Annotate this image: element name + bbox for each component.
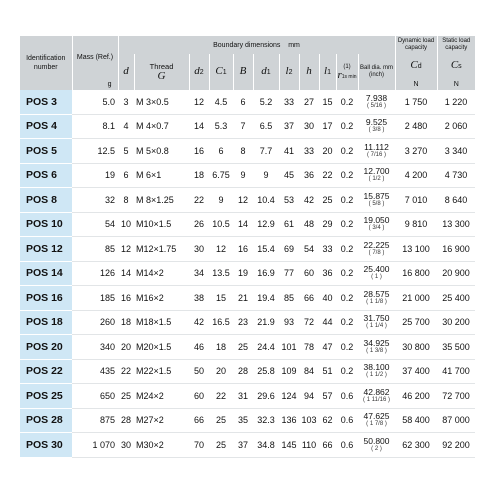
mass-value: 650 — [72, 384, 118, 409]
thread-value: M27×2 — [134, 408, 189, 433]
dynamic-load-value: 4 200 — [395, 163, 437, 188]
thread-value: M10×1.5 — [134, 212, 189, 237]
thread-value: M16×2 — [134, 286, 189, 311]
l2-value: 33 — [279, 90, 299, 114]
d2-value: 12 — [189, 90, 209, 114]
d2-value: 42 — [189, 310, 209, 335]
ball-dia-value — [358, 359, 395, 384]
ball-dia-inch: ( 2 ) — [371, 445, 382, 452]
d1-value: 21.9 — [253, 310, 279, 335]
l2-value: 101 — [279, 335, 299, 360]
header-thread: Thread G — [134, 54, 189, 90]
l1-value: 57 — [319, 384, 336, 409]
identification-number: POS 20 — [20, 335, 72, 360]
ball-dia-value — [358, 188, 395, 213]
static-load-value: 16 900 — [437, 237, 475, 262]
header-cd: Cd — [395, 54, 437, 78]
ball-dia-value — [358, 286, 395, 311]
thread-value: M 8×1.25 — [134, 188, 189, 213]
c1-value: 18 — [209, 335, 233, 360]
d-value: 22 — [118, 359, 134, 384]
h-value: 94 — [299, 384, 319, 409]
d1-value: 16.9 — [253, 261, 279, 286]
mass-value: 435 — [72, 359, 118, 384]
identification-number: POS 5 — [20, 139, 72, 164]
rs-min-value: 0.2 — [336, 212, 358, 237]
mass-value: 260 — [72, 310, 118, 335]
c1-value: 9 — [209, 188, 233, 213]
d-value: 6 — [118, 163, 134, 188]
d-value: 5 — [118, 139, 134, 164]
b-value: 6 — [233, 90, 253, 114]
d2-value: 50 — [189, 359, 209, 384]
l2-value: 109 — [279, 359, 299, 384]
header-h: h — [299, 54, 319, 90]
b-value: 8 — [233, 139, 253, 164]
c1-value: 15 — [209, 286, 233, 311]
l2-value: 93 — [279, 310, 299, 335]
identification-number: POS 10 — [20, 212, 72, 237]
static-load-value: 8 640 — [437, 188, 475, 213]
l2-value: 45 — [279, 163, 299, 188]
table-row — [20, 188, 475, 213]
thread-value: M 5×0.8 — [134, 139, 189, 164]
header-d: d — [118, 54, 134, 90]
ball-dia-value — [358, 114, 395, 139]
l2-value: 41 — [279, 139, 299, 164]
header-rs-min: (1) r1s min — [336, 54, 358, 90]
identification-number: POS 6 — [20, 163, 72, 188]
ball-dia-value — [358, 384, 395, 409]
d1-value: 12.9 — [253, 212, 279, 237]
c1-value: 20 — [209, 359, 233, 384]
c1-value: 6 — [209, 139, 233, 164]
rs-min-value: 0.2 — [336, 286, 358, 311]
ball-dia-mm: 15.875 — [363, 190, 390, 201]
c1-value: 12 — [209, 237, 233, 262]
l1-value: 25 — [319, 188, 336, 213]
table-row — [20, 286, 475, 311]
l2-value: 37 — [279, 114, 299, 139]
rs-min-value: 0.6 — [336, 408, 358, 433]
identification-number: POS 28 — [20, 408, 72, 433]
d1-value: 32.3 — [253, 408, 279, 433]
c1-value: 4.5 — [209, 90, 233, 114]
rs-min-value: 0.2 — [336, 359, 358, 384]
b-value: 19 — [233, 261, 253, 286]
rs-min-value: 0.2 — [336, 90, 358, 114]
l2-value: 85 — [279, 286, 299, 311]
h-value: 103 — [299, 408, 319, 433]
c1-value: 13.5 — [209, 261, 233, 286]
dynamic-load-value: 58 400 — [395, 408, 437, 433]
b-value: 16 — [233, 237, 253, 262]
ball-dia-inch: ( 7/16 ) — [366, 151, 386, 158]
d2-value: 16 — [189, 139, 209, 164]
b-value: 28 — [233, 359, 253, 384]
mass-value: 875 — [72, 408, 118, 433]
header-boundary-dimensions: Boundary dimensions mm — [118, 36, 395, 54]
rs-min-value: 0.2 — [336, 163, 358, 188]
h-value: 33 — [299, 139, 319, 164]
thread-value: M24×2 — [134, 384, 189, 409]
c1-value: 10.5 — [209, 212, 233, 237]
table-row — [20, 433, 475, 458]
ball-dia-mm: 31.750 — [363, 313, 390, 324]
static-load-value: 25 400 — [437, 286, 475, 311]
ball-dia-mm: 22.225 — [363, 239, 390, 250]
mass-value: 19 — [72, 163, 118, 188]
header-ball-dia: Ball dia. mm (inch) — [358, 54, 395, 90]
ball-dia-value — [358, 212, 395, 237]
d1-value: 34.8 — [253, 433, 279, 458]
l2-value: 53 — [279, 188, 299, 213]
thread-value: M12×1.75 — [134, 237, 189, 262]
b-value: 31 — [233, 384, 253, 409]
c1-value: 25 — [209, 408, 233, 433]
ball-dia-inch: ( 1 3/8 ) — [366, 347, 387, 354]
rs-min-value: 0.6 — [336, 384, 358, 409]
thread-value: M18×1.5 — [134, 310, 189, 335]
rs-min-value: 0.2 — [336, 188, 358, 213]
l1-value: 66 — [319, 433, 336, 458]
ball-dia-mm: 7.938 — [365, 92, 388, 103]
c1-value: 6.75 — [209, 163, 233, 188]
dynamic-load-value: 62 300 — [395, 433, 437, 458]
l2-value: 77 — [279, 261, 299, 286]
dynamic-load-value: 30 800 — [395, 335, 437, 360]
table-row — [20, 310, 475, 335]
ball-dia-inch: ( 3/8 ) — [368, 127, 385, 134]
ball-dia-mm: 42.862 — [363, 386, 390, 397]
thread-value: M 4×0.7 — [134, 114, 189, 139]
identification-number: POS 3 — [20, 90, 72, 114]
ball-dia-inch: ( 1 1/8 ) — [366, 298, 387, 305]
header-d2: d2 — [189, 54, 209, 90]
b-value: 14 — [233, 212, 253, 237]
thread-value: M 3×0.5 — [134, 90, 189, 114]
l1-value: 40 — [319, 286, 336, 311]
b-value: 21 — [233, 286, 253, 311]
b-value: 37 — [233, 433, 253, 458]
d2-value: 22 — [189, 188, 209, 213]
table-row — [20, 261, 475, 286]
h-value: 42 — [299, 188, 319, 213]
b-value: 12 — [233, 188, 253, 213]
identification-number: POS 18 — [20, 310, 72, 335]
l1-value: 20 — [319, 139, 336, 164]
rs-min-value: 0.2 — [336, 335, 358, 360]
dynamic-load-value: 21 000 — [395, 286, 437, 311]
l1-value: 44 — [319, 310, 336, 335]
mass-value: 8.1 — [72, 114, 118, 139]
c1-value: 16.5 — [209, 310, 233, 335]
ball-dia-value — [358, 139, 395, 164]
d2-value: 66 — [189, 408, 209, 433]
ball-dia-inch: ( 5/8 ) — [368, 200, 385, 207]
d2-value: 38 — [189, 286, 209, 311]
h-value: 30 — [299, 114, 319, 139]
d1-value: 6.5 — [253, 114, 279, 139]
l1-value: 36 — [319, 261, 336, 286]
table-row — [20, 114, 475, 139]
static-load-value: 2 060 — [437, 114, 475, 139]
d2-value: 26 — [189, 212, 209, 237]
dynamic-load-value: 1 750 — [395, 90, 437, 114]
table-row — [20, 163, 475, 188]
l1-value: 51 — [319, 359, 336, 384]
d-value: 28 — [118, 408, 134, 433]
table-row — [20, 139, 475, 164]
thread-value: M22×1.5 — [134, 359, 189, 384]
b-value: 7 — [233, 114, 253, 139]
dynamic-load-value: 13 100 — [395, 237, 437, 262]
static-load-value: 4 730 — [437, 163, 475, 188]
l1-value: 15 — [319, 90, 336, 114]
rs-min-value: 0.2 — [336, 139, 358, 164]
ball-dia-inch: ( 1 1/4 ) — [366, 323, 387, 330]
d-value: 14 — [118, 261, 134, 286]
ball-dia-value — [358, 163, 395, 188]
thread-value: M30×2 — [134, 433, 189, 458]
rs-min-value: 0.2 — [336, 261, 358, 286]
d1-value: 15.4 — [253, 237, 279, 262]
static-load-value: 92 200 — [437, 433, 475, 458]
dynamic-load-value: 46 200 — [395, 384, 437, 409]
d-value: 18 — [118, 310, 134, 335]
ball-dia-inch: ( 1 11/16 ) — [363, 396, 390, 403]
table-row — [20, 408, 475, 433]
d2-value: 46 — [189, 335, 209, 360]
dynamic-load-value: 37 400 — [395, 359, 437, 384]
ball-dia-inch: ( 1 ) — [371, 274, 382, 281]
d1-value: 5.2 — [253, 90, 279, 114]
ball-dia-mm: 47.625 — [363, 411, 390, 422]
table-row — [20, 237, 475, 262]
d1-value: 10.4 — [253, 188, 279, 213]
thread-value: M14×2 — [134, 261, 189, 286]
h-value: 72 — [299, 310, 319, 335]
ball-dia-mm: 9.525 — [365, 117, 388, 128]
l1-value: 17 — [319, 114, 336, 139]
d2-value: 70 — [189, 433, 209, 458]
static-load-value: 35 500 — [437, 335, 475, 360]
d2-value: 18 — [189, 163, 209, 188]
header-l1: l1 — [319, 54, 336, 90]
d1-value: 9 — [253, 163, 279, 188]
ball-dia-mm: 50.800 — [363, 435, 390, 446]
ball-dia-mm: 28.575 — [363, 288, 390, 299]
d1-value: 7.7 — [253, 139, 279, 164]
table-row — [20, 212, 475, 237]
d-value: 25 — [118, 384, 134, 409]
dynamic-load-value: 9 810 — [395, 212, 437, 237]
dynamic-load-value: 7 010 — [395, 188, 437, 213]
static-load-value: 72 700 — [437, 384, 475, 409]
l2-value: 145 — [279, 433, 299, 458]
header-identification: Identification number — [20, 36, 72, 90]
static-load-value: 87 000 — [437, 408, 475, 433]
ball-dia-value — [358, 90, 395, 114]
rs-min-value: 0.2 — [336, 114, 358, 139]
static-load-value: 13 300 — [437, 212, 475, 237]
identification-number: POS 16 — [20, 286, 72, 311]
dynamic-load-value: 16 800 — [395, 261, 437, 286]
mass-value: 185 — [72, 286, 118, 311]
b-value: 35 — [233, 408, 253, 433]
ball-dia-mm: 11.112 — [364, 141, 389, 152]
table-row — [20, 384, 475, 409]
l2-value: 69 — [279, 237, 299, 262]
d1-value: 25.8 — [253, 359, 279, 384]
ball-dia-inch: ( 1/2 ) — [368, 176, 385, 183]
b-value: 25 — [233, 335, 253, 360]
header-mass-unit: g — [72, 78, 118, 90]
header-l2: l2 — [279, 54, 299, 90]
identification-number: POS 12 — [20, 237, 72, 262]
ball-dia-value — [358, 433, 395, 458]
d-value: 4 — [118, 114, 134, 139]
static-load-value: 30 200 — [437, 310, 475, 335]
identification-number: POS 14 — [20, 261, 72, 286]
rs-min-value: 0.6 — [336, 433, 358, 458]
thread-value: M20×1.5 — [134, 335, 189, 360]
identification-number: POS 25 — [20, 384, 72, 409]
d-value: 8 — [118, 188, 134, 213]
h-value: 54 — [299, 237, 319, 262]
ball-dia-value — [358, 310, 395, 335]
d2-value: 30 — [189, 237, 209, 262]
d-value: 3 — [118, 90, 134, 114]
dynamic-load-value: 3 270 — [395, 139, 437, 164]
ball-dia-inch: ( 1 7/8 ) — [366, 421, 387, 428]
d-value: 10 — [118, 212, 134, 237]
ball-dia-mm: 38.100 — [363, 362, 390, 373]
d2-value: 60 — [189, 384, 209, 409]
header-cs-unit: N — [437, 78, 475, 90]
header-cd-unit: N — [395, 78, 437, 90]
l1-value: 47 — [319, 335, 336, 360]
d-value: 16 — [118, 286, 134, 311]
h-value: 36 — [299, 163, 319, 188]
mass-value: 54 — [72, 212, 118, 237]
mass-value: 85 — [72, 237, 118, 262]
ball-dia-mm: 34.925 — [363, 337, 390, 348]
ball-dia-value — [358, 237, 395, 262]
c1-value: 5.3 — [209, 114, 233, 139]
header-static-load: Static load capacity — [437, 36, 475, 54]
mass-value: 340 — [72, 335, 118, 360]
d2-value: 14 — [189, 114, 209, 139]
table-row — [20, 90, 475, 114]
l2-value: 124 — [279, 384, 299, 409]
header-dynamic-load: Dynamic load capacity — [395, 36, 437, 54]
mass-value: 126 — [72, 261, 118, 286]
identification-number: POS 4 — [20, 114, 72, 139]
ball-dia-inch: ( 5/16 ) — [366, 102, 386, 109]
ball-dia-value — [358, 335, 395, 360]
ball-dia-inch: ( 7/8 ) — [368, 249, 385, 256]
h-value: 110 — [299, 433, 319, 458]
dynamic-load-value: 25 700 — [395, 310, 437, 335]
ball-dia-value — [358, 408, 395, 433]
d-value: 12 — [118, 237, 134, 262]
b-value: 23 — [233, 310, 253, 335]
mass-value: 32 — [72, 188, 118, 213]
ball-dia-inch: ( 3/4 ) — [368, 225, 385, 232]
rs-min-value: 0.2 — [336, 310, 358, 335]
table-row — [20, 335, 475, 360]
c1-value: 25 — [209, 433, 233, 458]
l2-value: 61 — [279, 212, 299, 237]
rs-min-value: 0.2 — [336, 237, 358, 262]
ball-dia-mm: 19.050 — [363, 215, 390, 226]
thread-value: M 6×1 — [134, 163, 189, 188]
b-value: 9 — [233, 163, 253, 188]
identification-number: POS 22 — [20, 359, 72, 384]
rod-end-dimension-table — [20, 36, 475, 458]
identification-number: POS 8 — [20, 188, 72, 213]
mass-value: 5.0 — [72, 90, 118, 114]
l1-value: 29 — [319, 212, 336, 237]
dynamic-load-value: 2 480 — [395, 114, 437, 139]
static-load-value: 1 220 — [437, 90, 475, 114]
mass-value: 1 070 — [72, 433, 118, 458]
h-value: 60 — [299, 261, 319, 286]
h-value: 27 — [299, 90, 319, 114]
l1-value: 33 — [319, 237, 336, 262]
dimension-table-sheet — [20, 36, 475, 458]
static-load-value: 3 340 — [437, 139, 475, 164]
d1-value: 19.4 — [253, 286, 279, 311]
c1-value: 22 — [209, 384, 233, 409]
h-value: 78 — [299, 335, 319, 360]
identification-number: POS 30 — [20, 433, 72, 458]
header-c1: C1 — [209, 54, 233, 90]
h-value: 66 — [299, 286, 319, 311]
l1-value: 22 — [319, 163, 336, 188]
header-d1: d1 — [253, 54, 279, 90]
d-value: 30 — [118, 433, 134, 458]
table-row — [20, 359, 475, 384]
static-load-value: 20 900 — [437, 261, 475, 286]
d1-value: 29.6 — [253, 384, 279, 409]
l1-value: 62 — [319, 408, 336, 433]
h-value: 48 — [299, 212, 319, 237]
d-value: 20 — [118, 335, 134, 360]
header-mass: Mass (Ref.) — [72, 36, 118, 78]
static-load-value: 41 700 — [437, 359, 475, 384]
mass-value: 12.5 — [72, 139, 118, 164]
l2-value: 136 — [279, 408, 299, 433]
d2-value: 34 — [189, 261, 209, 286]
d1-value: 24.4 — [253, 335, 279, 360]
ball-dia-mm: 25.400 — [363, 264, 390, 275]
h-value: 84 — [299, 359, 319, 384]
ball-dia-inch: ( 1 1/2 ) — [366, 372, 387, 379]
ball-dia-value — [358, 261, 395, 286]
header-b: B — [233, 54, 253, 90]
header-cs: Cs — [437, 54, 475, 78]
ball-dia-mm: 12.700 — [363, 166, 390, 177]
